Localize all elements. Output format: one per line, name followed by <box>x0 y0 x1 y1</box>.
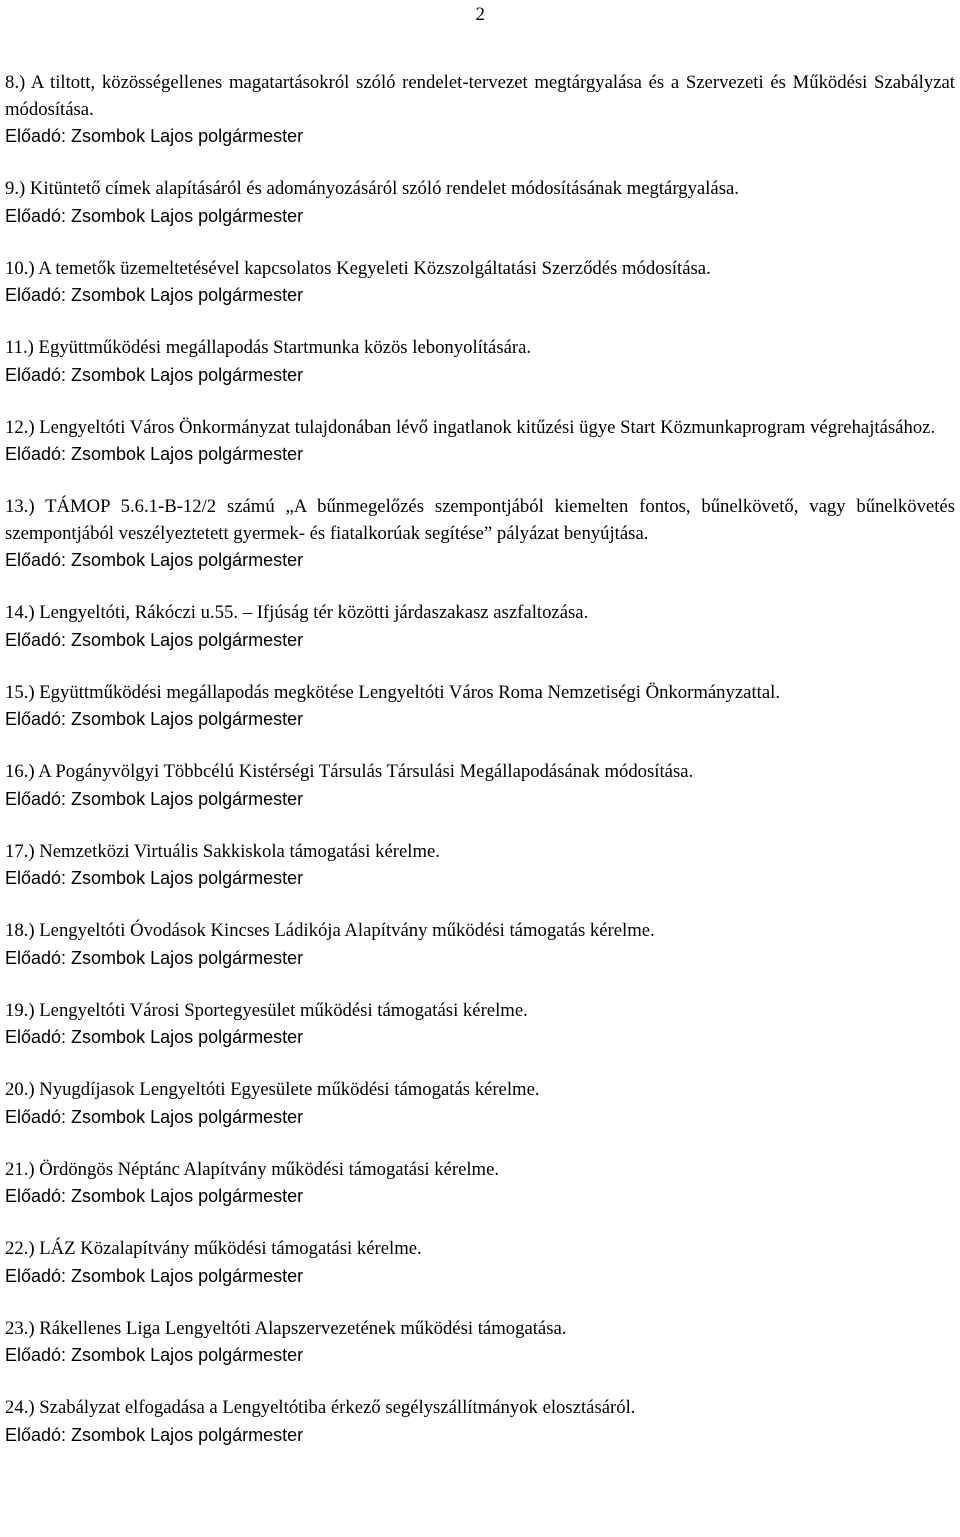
agenda-item-presenter: Előadó: Zsombok Lajos polgármester <box>5 868 304 888</box>
agenda-item <box>5 1157 955 1210</box>
agenda-item-presenter: Előadó: Zsombok Lajos polgármester <box>5 947 304 968</box>
agenda-item-title: 12.) Lengyeltóti Város Önkormányzat tulajdonában lévő ingatlanok kitűzési ügye Start Közmunkaprogram végrehajtásához. <box>5 416 936 438</box>
agenda-item-presenter: Előadó: Zsombok Lajos polgármester <box>5 788 304 809</box>
agenda-item-presenter: Előadó: Zsombok Lajos polgármester <box>5 444 304 464</box>
agenda-item <box>5 998 955 1051</box>
agenda-item-presenter: Előadó: Zsombok Lajos polgármester <box>5 1027 304 1047</box>
agenda-item <box>5 839 955 892</box>
agenda-item <box>5 176 955 229</box>
agenda-item <box>5 70 955 150</box>
agenda-item-presenter: Előadó: Zsombok Lajos polgármester <box>5 1345 304 1365</box>
agenda-item <box>5 1316 955 1369</box>
agenda-item-title: 16.) A Pogányvölgyi Többcélú Kistérségi Társulás Társulási Megállapodásának módosítása. <box>5 761 694 782</box>
agenda-item-title: 24.) Szabályzat elfogadása a Lengyeltótiba érkező segélyszállítmányok elosztásáról. <box>5 1397 636 1418</box>
agenda-item <box>5 335 955 388</box>
agenda-item <box>5 1077 955 1130</box>
agenda-item-title: 13.) TÁMOP 5.6.1-B-12/2 számú „A bűnmegelőzés szempontjából kiemelten fontos, bűnelkövető, vagy bűnelkövetés szempontjából veszélyeztetett gyermek- és fiatalkorúak segítése” pályázat benyújtása. <box>5 496 955 544</box>
agenda-item-title: 17.) Nemzetközi Virtuális Sakkiskola támogatási kérelme. <box>5 840 440 862</box>
agenda-item-title: 19.) Lengyeltóti Városi Sportegyesület működési támogatási kérelme. <box>5 999 528 1021</box>
agenda-item-presenter: Előadó: Zsombok Lajos polgármester <box>5 285 304 305</box>
agenda-item <box>5 256 955 309</box>
agenda-item-title: 8.) A tiltott, közösségellenes magatartásokról szóló rendelet-tervezet megtárgyalása és a Szervezeti és Működési Szabályzat módosítása. <box>5 72 955 120</box>
agenda-item-title: 9.) Kitüntető címek alapításáról és adományozásáról szóló rendelet módosításának megtárgyalása. <box>5 178 739 199</box>
agenda-item-title: 21.) Ördöngös Néptánc Alapítvány működési támogatási kérelme. <box>5 1158 500 1180</box>
agenda-item-presenter: Előadó: Zsombok Lajos polgármester <box>5 550 304 570</box>
agenda-item <box>5 680 955 733</box>
agenda-item-presenter: Előadó: Zsombok Lajos polgármester <box>5 1265 304 1286</box>
agenda-item-presenter: Előadó: Zsombok Lajos polgármester <box>5 1186 304 1206</box>
agenda-item <box>5 759 955 812</box>
agenda-item <box>5 415 955 468</box>
agenda-item-title: 14.) Lengyeltóti, Rákóczi u.55. – Ifjúság tér közötti járdaszakasz aszfaltozása. <box>5 602 589 623</box>
agenda-item <box>5 918 955 971</box>
agenda-item-presenter: Előadó: Zsombok Lajos polgármester <box>5 126 304 146</box>
page-number: 2 <box>475 4 485 25</box>
agenda-item-presenter: Előadó: Zsombok Lajos polgármester <box>5 629 304 650</box>
agenda-item-title: 10.) A temetők üzemeltetésével kapcsolatos Kegyeleti Közszolgáltatási Szerződés módosítása. <box>5 257 711 279</box>
agenda-item-presenter: Előadó: Zsombok Lajos polgármester <box>5 1424 304 1445</box>
agenda-item-presenter: Előadó: Zsombok Lajos polgármester <box>5 205 304 226</box>
agenda-item-presenter: Előadó: Zsombok Lajos polgármester <box>5 1106 304 1127</box>
agenda-item <box>5 1236 955 1289</box>
agenda-item <box>5 494 955 574</box>
agenda-item <box>5 600 955 653</box>
agenda-item-title: 20.) Nyugdíjasok Lengyeltóti Egyesülete működési támogatás kérelme. <box>5 1079 540 1100</box>
agenda-item-title: 22.) LÁZ Közalapítvány működési támogatási kérelme. <box>5 1238 422 1259</box>
agenda-item <box>5 1395 955 1448</box>
agenda-item-presenter: Előadó: Zsombok Lajos polgármester <box>5 709 304 729</box>
agenda-list <box>5 70 955 1448</box>
agenda-item-presenter: Előadó: Zsombok Lajos polgármester <box>5 364 304 385</box>
agenda-item-title: 11.) Együttműködési megállapodás Startmunka közös lebonyolítására. <box>5 337 532 358</box>
agenda-item-title: 15.) Együttműködési megállapodás megkötése Lengyeltóti Város Roma Nemzetiségi Önkormányzattal. <box>5 681 780 703</box>
agenda-item-title: 23.) Rákellenes Liga Lengyeltóti Alapszervezetének működési támogatása. <box>5 1317 567 1339</box>
agenda-item-title: 18.) Lengyeltóti Óvodások Kincses Ládikója Alapítvány működési támogatás kérelme. <box>5 920 655 941</box>
